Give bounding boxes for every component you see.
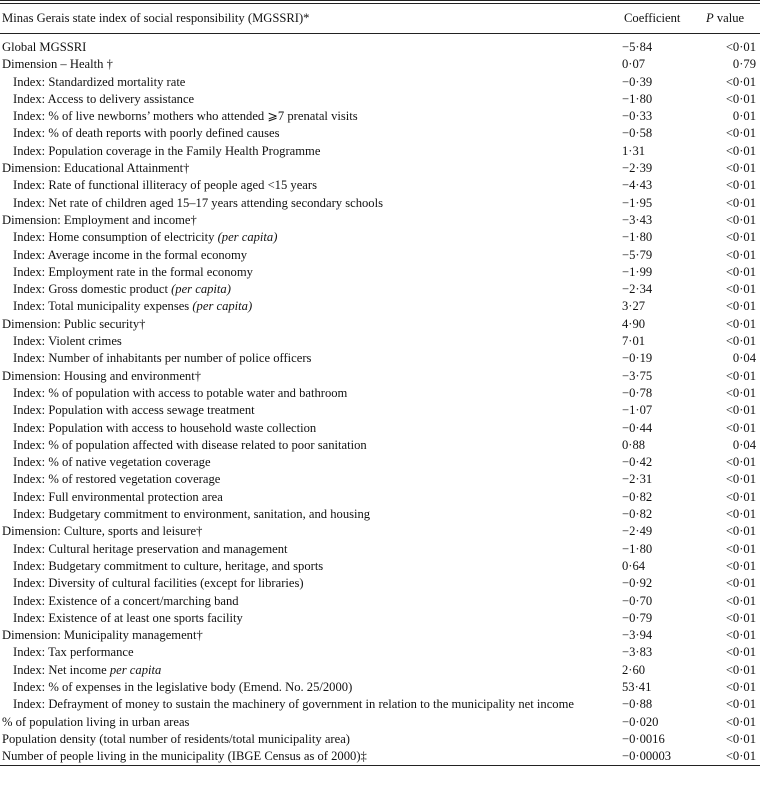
p-value-cell: <0·01 <box>725 610 756 625</box>
row-label-text: Index: Diversity of cultural facilities (except for libraries) <box>13 576 304 591</box>
p-value-cell: <0·01 <box>725 558 756 573</box>
regression-table-body <box>0 34 760 765</box>
table-row <box>0 74 760 91</box>
p-value-cell: 0·04 <box>732 437 756 452</box>
dimension-label <box>0 39 598 56</box>
table-row <box>0 506 760 523</box>
table-row <box>0 714 760 731</box>
table-row <box>0 195 760 212</box>
p-value-cell: <0·01 <box>725 178 756 193</box>
dimension-label <box>0 160 598 177</box>
table-row <box>0 143 760 160</box>
row-label-text: Index: % of population with access to potable water and bathroom <box>13 385 348 400</box>
row-label-text: Index: % of population affected with disease related to poor sanitation <box>13 437 367 452</box>
index-label <box>0 143 598 160</box>
coefficient-cell: 0·88 <box>622 437 646 452</box>
table-row <box>0 298 760 315</box>
coefficient-cell: −0·19 <box>622 351 653 366</box>
index-label <box>0 575 598 592</box>
p-value-cell: <0·01 <box>725 628 756 643</box>
coefficient-cell: −2·31 <box>622 472 653 487</box>
table-row <box>0 541 760 558</box>
p-value-cell: <0·01 <box>725 507 756 522</box>
coefficient-cell: −0·0016 <box>622 731 665 746</box>
regression-table <box>0 4 760 33</box>
p-value-cell: <0·01 <box>725 334 756 349</box>
dimension-label <box>0 368 598 385</box>
row-label-text: Index: Net rate of children aged 15–17 years attending secondary schools <box>13 195 383 210</box>
coefficient-cell: −0·70 <box>622 593 653 608</box>
index-label <box>0 281 598 298</box>
coefficient-cell: −1·99 <box>622 264 653 279</box>
row-label-italic: (per capita) <box>171 282 231 297</box>
index-label <box>0 385 598 402</box>
row-label-text: Index: Employment rate in the formal economy <box>13 264 253 279</box>
coefficient-cell: −0·82 <box>622 489 653 504</box>
coefficient-cell: −1·80 <box>622 541 653 556</box>
header-coefficient: Coefficient <box>624 11 681 25</box>
coefficient-cell: −0·44 <box>622 420 653 435</box>
p-value-cell: <0·01 <box>725 316 756 331</box>
p-value-cell: <0·01 <box>725 524 756 539</box>
row-label-text: Index: Gross domestic product <box>13 282 172 297</box>
index-label <box>0 541 598 558</box>
table-row <box>0 402 760 419</box>
coefficient-cell: −0·020 <box>622 714 659 729</box>
row-label-text: Dimension: Employment and income† <box>2 212 197 227</box>
table-row <box>0 644 760 661</box>
dimension-label <box>0 56 598 73</box>
coefficient-cell: −0·39 <box>622 74 653 89</box>
coefficient-cell: −1·95 <box>622 195 653 210</box>
index-label <box>0 610 598 627</box>
index-label <box>0 229 598 246</box>
index-label <box>0 644 598 661</box>
row-label-text: Dimension: Public security† <box>2 316 146 331</box>
table-row <box>0 125 760 142</box>
coefficient-cell: −2·39 <box>622 161 653 176</box>
index-label <box>0 177 598 194</box>
row-label-text: Dimension – Health † <box>2 57 113 72</box>
index-label <box>0 437 598 454</box>
row-label-text: Index: Net income <box>13 662 110 677</box>
coefficient-cell: −0·33 <box>622 109 653 124</box>
p-value-cell: <0·01 <box>725 74 756 89</box>
index-label <box>0 489 598 506</box>
row-label-text: Index: Existence of a concert/marching band <box>13 593 239 608</box>
table-row <box>0 316 760 333</box>
coefficient-cell: −0·88 <box>622 697 653 712</box>
index-label <box>0 264 598 281</box>
coefficient-cell: −0·82 <box>622 507 653 522</box>
p-value-cell: <0·01 <box>725 282 756 297</box>
table-row <box>0 610 760 627</box>
coefficient-cell: −3·83 <box>622 645 653 660</box>
table-row <box>0 437 760 454</box>
index-label <box>0 558 598 575</box>
row-label-text: Index: Population with access to household waste collection <box>13 420 317 435</box>
coefficient-cell: −1·07 <box>622 403 653 418</box>
coefficient-cell: 4·90 <box>622 316 646 331</box>
coefficient-cell: −0·58 <box>622 126 653 141</box>
table-row <box>0 454 760 471</box>
table-row <box>0 212 760 229</box>
table-header <box>0 4 760 33</box>
table-row <box>0 39 760 56</box>
header-p-rest: value <box>713 11 745 25</box>
header-p-value <box>696 4 760 33</box>
index-label <box>0 333 598 350</box>
row-label-text: Index: Existence of at least one sports facility <box>13 610 243 625</box>
coefficient-cell: 2·60 <box>622 662 646 677</box>
row-label-text: Index: Defrayment of money to sustain the machinery of government in relation to the municipality net income <box>13 697 574 712</box>
p-value-cell: <0·01 <box>725 91 756 106</box>
row-label-text: Index: Total municipality expenses <box>13 299 193 314</box>
row-label-text: Index: Average income in the formal economy <box>13 247 248 262</box>
p-value-cell: <0·01 <box>725 472 756 487</box>
row-label-text: Index: Budgetary commitment to culture, heritage, and sports <box>13 558 324 573</box>
index-label <box>0 195 598 212</box>
row-label-text: Dimension: Educational Attainment† <box>2 161 190 176</box>
p-value-cell: <0·01 <box>725 541 756 556</box>
index-label <box>0 420 598 437</box>
row-label-text: Index: % of live newborns’ mothers who attended ⩾7 prenatal visits <box>13 109 358 124</box>
index-label <box>0 125 598 142</box>
p-value-cell: <0·01 <box>725 749 756 764</box>
table-body <box>0 34 760 765</box>
table-row <box>0 748 760 765</box>
dimension-label <box>0 714 598 731</box>
p-value-cell: <0·01 <box>725 455 756 470</box>
row-label-italic: (per capita) <box>217 230 278 245</box>
row-label-text: % of population living in urban areas <box>2 714 190 729</box>
coefficient-cell: −3·43 <box>622 212 653 227</box>
p-value-cell: <0·01 <box>725 489 756 504</box>
table-row <box>0 177 760 194</box>
p-value-cell: <0·01 <box>725 593 756 608</box>
row-label-text: Dimension: Housing and environment† <box>2 368 202 383</box>
table-row <box>0 385 760 402</box>
p-value-cell: <0·01 <box>725 40 756 54</box>
coefficient-cell: 53·41 <box>622 679 652 694</box>
p-value-cell: <0·01 <box>725 714 756 729</box>
row-label-text: Global MGSSRI <box>2 40 87 54</box>
index-label <box>0 454 598 471</box>
p-value-cell: <0·01 <box>725 662 756 677</box>
index-label <box>0 74 598 91</box>
p-value-cell: <0·01 <box>725 143 756 158</box>
table-row <box>0 731 760 748</box>
dimension-label <box>0 316 598 333</box>
dimension-label <box>0 731 598 748</box>
p-value-cell: <0·01 <box>725 195 756 210</box>
p-value-cell: <0·01 <box>725 161 756 176</box>
row-label-text: Index: Number of inhabitants per number of police officers <box>13 351 312 366</box>
coefficient-cell: −3·75 <box>622 368 653 383</box>
table-row <box>0 471 760 488</box>
coefficient-cell: 0·07 <box>622 57 646 72</box>
header-p-italic: P <box>706 11 714 25</box>
coefficient-cell: −0·00003 <box>622 749 672 764</box>
index-label <box>0 696 598 713</box>
coefficient-cell: −3·94 <box>622 628 653 643</box>
dimension-label <box>0 523 598 540</box>
row-label-text: Index: % of restored vegetation coverage <box>13 472 221 487</box>
table-row <box>0 575 760 592</box>
coefficient-cell: 1·31 <box>622 143 646 158</box>
p-value-cell: <0·01 <box>725 299 756 314</box>
row-label-text: Index: Population coverage in the Family Health Programme <box>13 143 321 158</box>
row-label-italic: (per capita) <box>192 299 253 314</box>
p-value-cell: <0·01 <box>725 645 756 660</box>
p-value-cell: <0·01 <box>725 403 756 418</box>
coefficient-cell: −5·84 <box>622 40 653 54</box>
coefficient-cell: −0·78 <box>622 385 653 400</box>
row-label-text: Index: Full environmental protection area <box>13 489 223 504</box>
coefficient-cell: −5·79 <box>622 247 653 262</box>
coefficient-cell: −0·42 <box>622 455 653 470</box>
table-row <box>0 489 760 506</box>
index-label <box>0 471 598 488</box>
table-row <box>0 56 760 73</box>
dimension-label <box>0 627 598 644</box>
index-label <box>0 402 598 419</box>
coefficient-cell: 3·27 <box>622 299 646 314</box>
row-label-text: Index: % of native vegetation coverage <box>13 455 211 470</box>
p-value-cell: <0·01 <box>725 731 756 746</box>
table-row <box>0 627 760 644</box>
p-value-cell: <0·01 <box>725 420 756 435</box>
row-label-text: Index: Budgetary commitment to environment, sanitation, and housing <box>13 507 371 522</box>
row-label-text: Index: Access to delivery assistance <box>13 91 195 106</box>
index-label <box>0 108 598 125</box>
index-label <box>0 91 598 108</box>
bottom-rule <box>0 765 760 766</box>
coefficient-cell: −0·79 <box>622 610 653 625</box>
p-value-cell: <0·01 <box>725 679 756 694</box>
coefficient-cell: −0·92 <box>622 576 653 591</box>
index-label <box>0 679 598 696</box>
index-label <box>0 662 598 679</box>
table-row <box>0 662 760 679</box>
table-row <box>0 420 760 437</box>
table-row <box>0 91 760 108</box>
coefficient-cell: −2·49 <box>622 524 653 539</box>
table-row <box>0 264 760 281</box>
row-label-text: Dimension: Municipality management† <box>2 628 203 643</box>
table-row <box>0 523 760 540</box>
table-row <box>0 281 760 298</box>
row-label-text: Index: Home consumption of electricity <box>13 230 218 245</box>
p-value-cell: <0·01 <box>725 264 756 279</box>
coefficient-cell: −1·80 <box>622 91 653 106</box>
p-value-cell: <0·01 <box>725 576 756 591</box>
row-label-text: Population density (total number of residents/total municipality area) <box>2 731 350 746</box>
row-label-text: Dimension: Culture, sports and leisure† <box>2 524 203 539</box>
coefficient-cell: 7·01 <box>622 334 646 349</box>
table-row <box>0 160 760 177</box>
p-value-cell: <0·01 <box>725 697 756 712</box>
p-value-cell: <0·01 <box>725 247 756 262</box>
row-label-text: Index: Violent crimes <box>13 334 122 349</box>
table-row <box>0 247 760 264</box>
row-label-italic: per capita <box>109 662 162 677</box>
row-label-text: Index: % of expenses in the legislative body (Emend. No. 25/2000) <box>13 679 353 694</box>
table-row <box>0 679 760 696</box>
table-row <box>0 350 760 367</box>
p-value-cell: 0·79 <box>732 57 756 72</box>
row-label-text: Index: Tax performance <box>13 645 134 660</box>
coefficient-cell: −2·34 <box>622 282 653 297</box>
p-value-cell: <0·01 <box>725 385 756 400</box>
coefficient-cell: −4·43 <box>622 178 653 193</box>
row-label-text: Index: % of death reports with poorly defined causes <box>13 126 280 141</box>
table-row <box>0 696 760 713</box>
dimension-label <box>0 748 598 765</box>
p-value-cell: <0·01 <box>725 368 756 383</box>
row-label-text: Index: Population with access sewage treatment <box>13 403 255 418</box>
table-row <box>0 108 760 125</box>
row-label-text: Index: Cultural heritage preservation and management <box>13 541 288 556</box>
dimension-label <box>0 212 598 229</box>
table-row <box>0 368 760 385</box>
table-row <box>0 593 760 610</box>
table-row <box>0 333 760 350</box>
index-label <box>0 350 598 367</box>
header-label: Minas Gerais state index of social responsibility (MGSSRI)* <box>2 11 310 25</box>
coefficient-cell: 0·64 <box>622 558 646 573</box>
row-label-text: Index: Standardized mortality rate <box>13 74 186 89</box>
index-label <box>0 506 598 523</box>
table-row <box>0 558 760 575</box>
row-label-text: Index: Rate of functional illiteracy of people aged <15 years <box>13 178 317 193</box>
p-value-cell: <0·01 <box>725 126 756 141</box>
index-label <box>0 298 598 315</box>
p-value-cell: 0·01 <box>732 109 756 124</box>
coefficient-cell: −1·80 <box>622 230 653 245</box>
p-value-cell: <0·01 <box>725 212 756 227</box>
p-value-cell: 0·04 <box>732 351 756 366</box>
row-label-text: Number of people living in the municipality (IBGE Census as of 2000)‡ <box>2 749 367 764</box>
table-row <box>0 229 760 246</box>
p-value-cell: <0·01 <box>725 230 756 245</box>
index-label <box>0 593 598 610</box>
index-label <box>0 247 598 264</box>
